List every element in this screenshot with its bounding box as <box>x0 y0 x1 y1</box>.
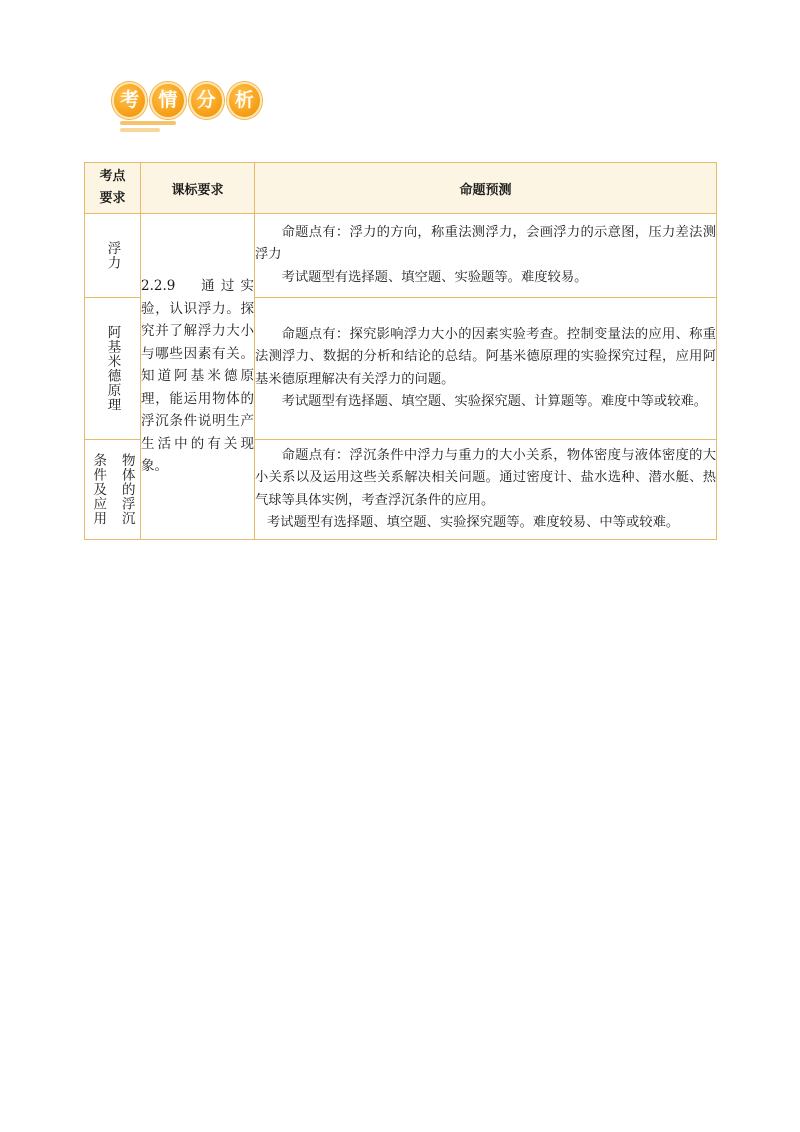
prediction-paragraph: 命题点有：浮沉条件中浮力与重力的大小关系，物体密度与液体密度的大小关系以及运用这些关系解决相关问题。通过密度计、盐水选种、潜水艇、热气球等具体实例，考查浮沉条件的应用。 <box>255 448 716 508</box>
point-label-col1: 物体的浮沉 <box>118 453 135 526</box>
header-point <box>85 163 141 214</box>
header-point-line2: 要求 <box>99 191 126 206</box>
curriculum-text: 2.2.9 通过实验，认识浮力。探究并了解浮力大小与哪些因素有关。知道阿基米德原理，能运用物体的浮沉条件说明生产生活中的有关现象。 <box>141 278 254 475</box>
table-row <box>85 214 717 298</box>
point-label: 阿基米德原理 <box>104 325 121 412</box>
header-point-line1: 考点 <box>99 169 126 184</box>
banner-decor-stripe <box>120 128 160 132</box>
point-archimedes <box>85 298 141 440</box>
curriculum-requirement <box>141 214 255 540</box>
prediction-paragraph: 命题点有：探究影响浮力大小的因素实验考查。控制变量法的应用、称重法测浮力、数据的分析和结论的总结。阿基米德原理的实验探究过程，应用阿基米德原理解决有关浮力的问题。 <box>255 327 716 387</box>
point-label-col2: 条件及应用 <box>90 453 107 526</box>
section-banner <box>112 82 262 134</box>
exam-analysis-table <box>84 162 717 540</box>
banner-decor-stripe <box>120 121 176 125</box>
point-float-sink <box>85 440 141 540</box>
point-buoyancy <box>85 214 141 298</box>
banner-char-3: 分 <box>189 82 224 119</box>
prediction-cell <box>255 440 717 540</box>
banner-char-1: 考 <box>112 82 147 119</box>
header-prediction: 命题预测 <box>255 163 717 214</box>
banner-char-4: 析 <box>227 82 262 119</box>
prediction-cell <box>255 298 717 440</box>
prediction-cell <box>255 214 717 298</box>
header-standard: 课标要求 <box>141 163 255 214</box>
prediction-paragraph: 考试题型有选择题、填空题、实验题等。难度较易。 <box>281 269 588 285</box>
banner-char-2: 情 <box>150 82 185 119</box>
point-label: 浮力 <box>104 241 121 270</box>
table-header-row <box>85 163 717 214</box>
prediction-paragraph: 考试题型有选择题、填空题、实验探究题等。难度较易、中等或较难。 <box>266 514 680 530</box>
prediction-paragraph: 命题点有：浮力的方向，称重法测浮力，会画浮力的示意图，压力差法测浮力 <box>255 225 716 263</box>
prediction-paragraph: 考试题型有选择题、填空题、实验探究题、计算题等。难度中等或较难。 <box>281 393 708 409</box>
